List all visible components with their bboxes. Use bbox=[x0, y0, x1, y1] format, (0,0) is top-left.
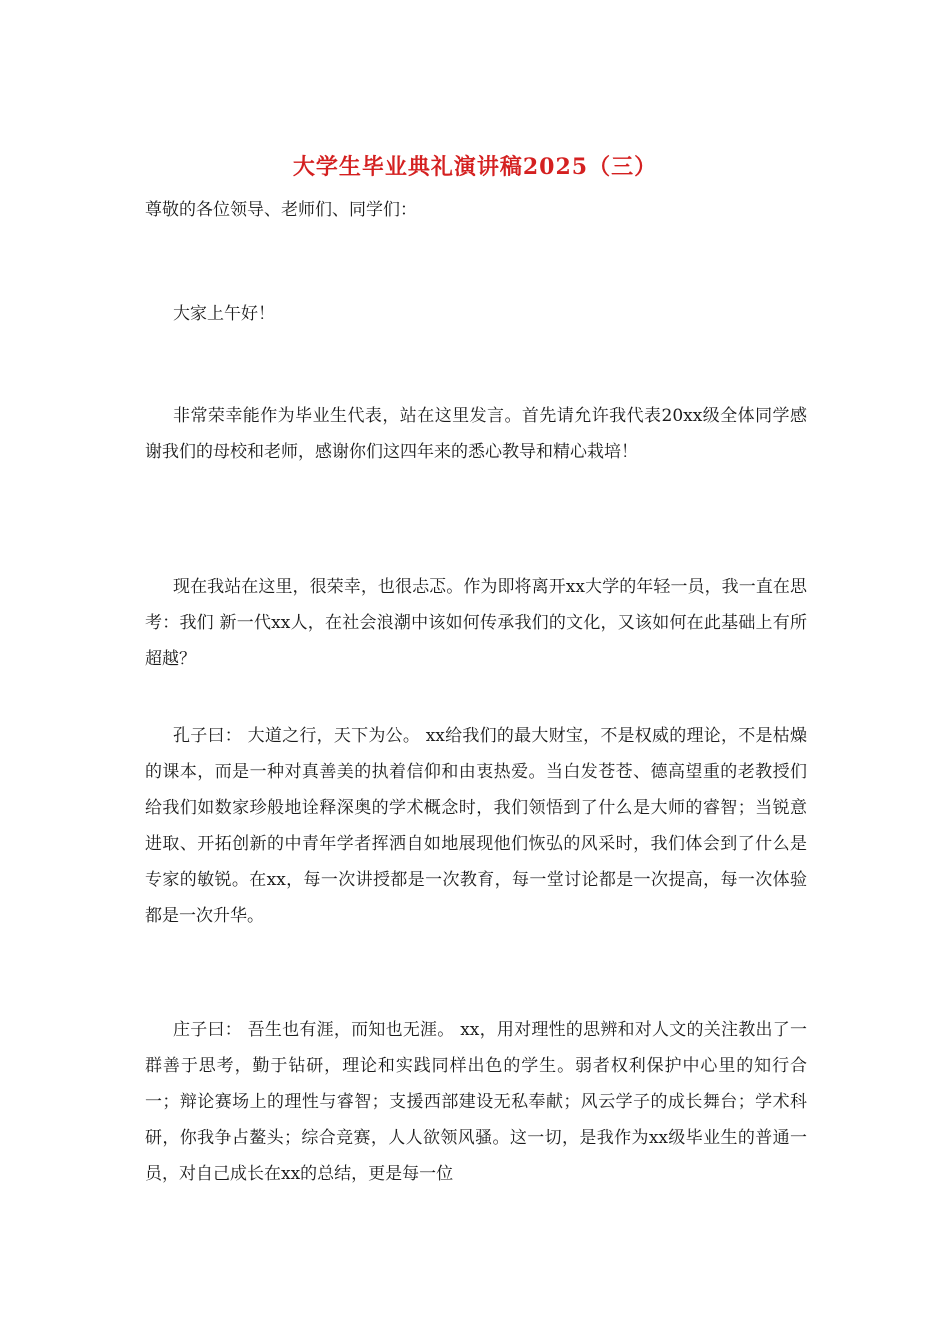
salutation: 尊敬的各位领导、老师们、同学们： bbox=[145, 200, 417, 220]
paragraph-confucius: 孔子曰： 大道之行，天下为公。 xx给我们的最大财宝，不是权威的理论，不是枯燥的课本，而是一种对真善美的执着信仰和由衷热爱。当白发苍苍、德高望重的老教授们给我们如数家珍般地诠释深奥的学术概念时，我们领悟到了什么是大师的睿智；当锐意进取、开拓创新的中青年学者挥洒自如地展现他们恢弘的风采时，我们体会到了什么是专家的敏锐。在xx，每一次讲授都是一次教育，每一堂讨论都是一次提高，每一次体验都是一次升华。 bbox=[145, 726, 807, 926]
paragraph-thanks: 非常荣幸能作为毕业生代表，站在这里发言。首先请允许我代表20xx级全体同学感谢我们的母校和老师，感谢你们这四年来的悉心教导和精心栽培！ bbox=[145, 406, 807, 462]
paragraph-zhuangzi: 庄子曰： 吾生也有涯，而知也无涯。 xx，用对理性的思辨和对人文的关注教出了一群善于思考，勤于钻研，理论和实践同样出色的学生。弱者权利保护中心里的知行合一；辩论赛场上的理性与睿智；支援西部建设无私奉献；风云学子的成长舞台；学术科研，你我争占鳌头；综合竞赛，人人欲领风骚。这一切，是我作为xx级毕业生的普通一员，对自己成长在xx的总结，更是每一位 bbox=[145, 1020, 807, 1184]
document-title: 大学生毕业典礼演讲稿2025（三） bbox=[292, 154, 658, 180]
paragraph-reflection: 现在我站在这里，很荣幸，也很忐忑。作为即将离开xx大学的年轻一员，我一直在思考：我们 新一代xx人，在社会浪潮中该如何传承我们的文化，又该如何在此基础上有所超越？ bbox=[145, 577, 807, 669]
paragraph-greeting: 大家上午好！ bbox=[173, 304, 275, 324]
